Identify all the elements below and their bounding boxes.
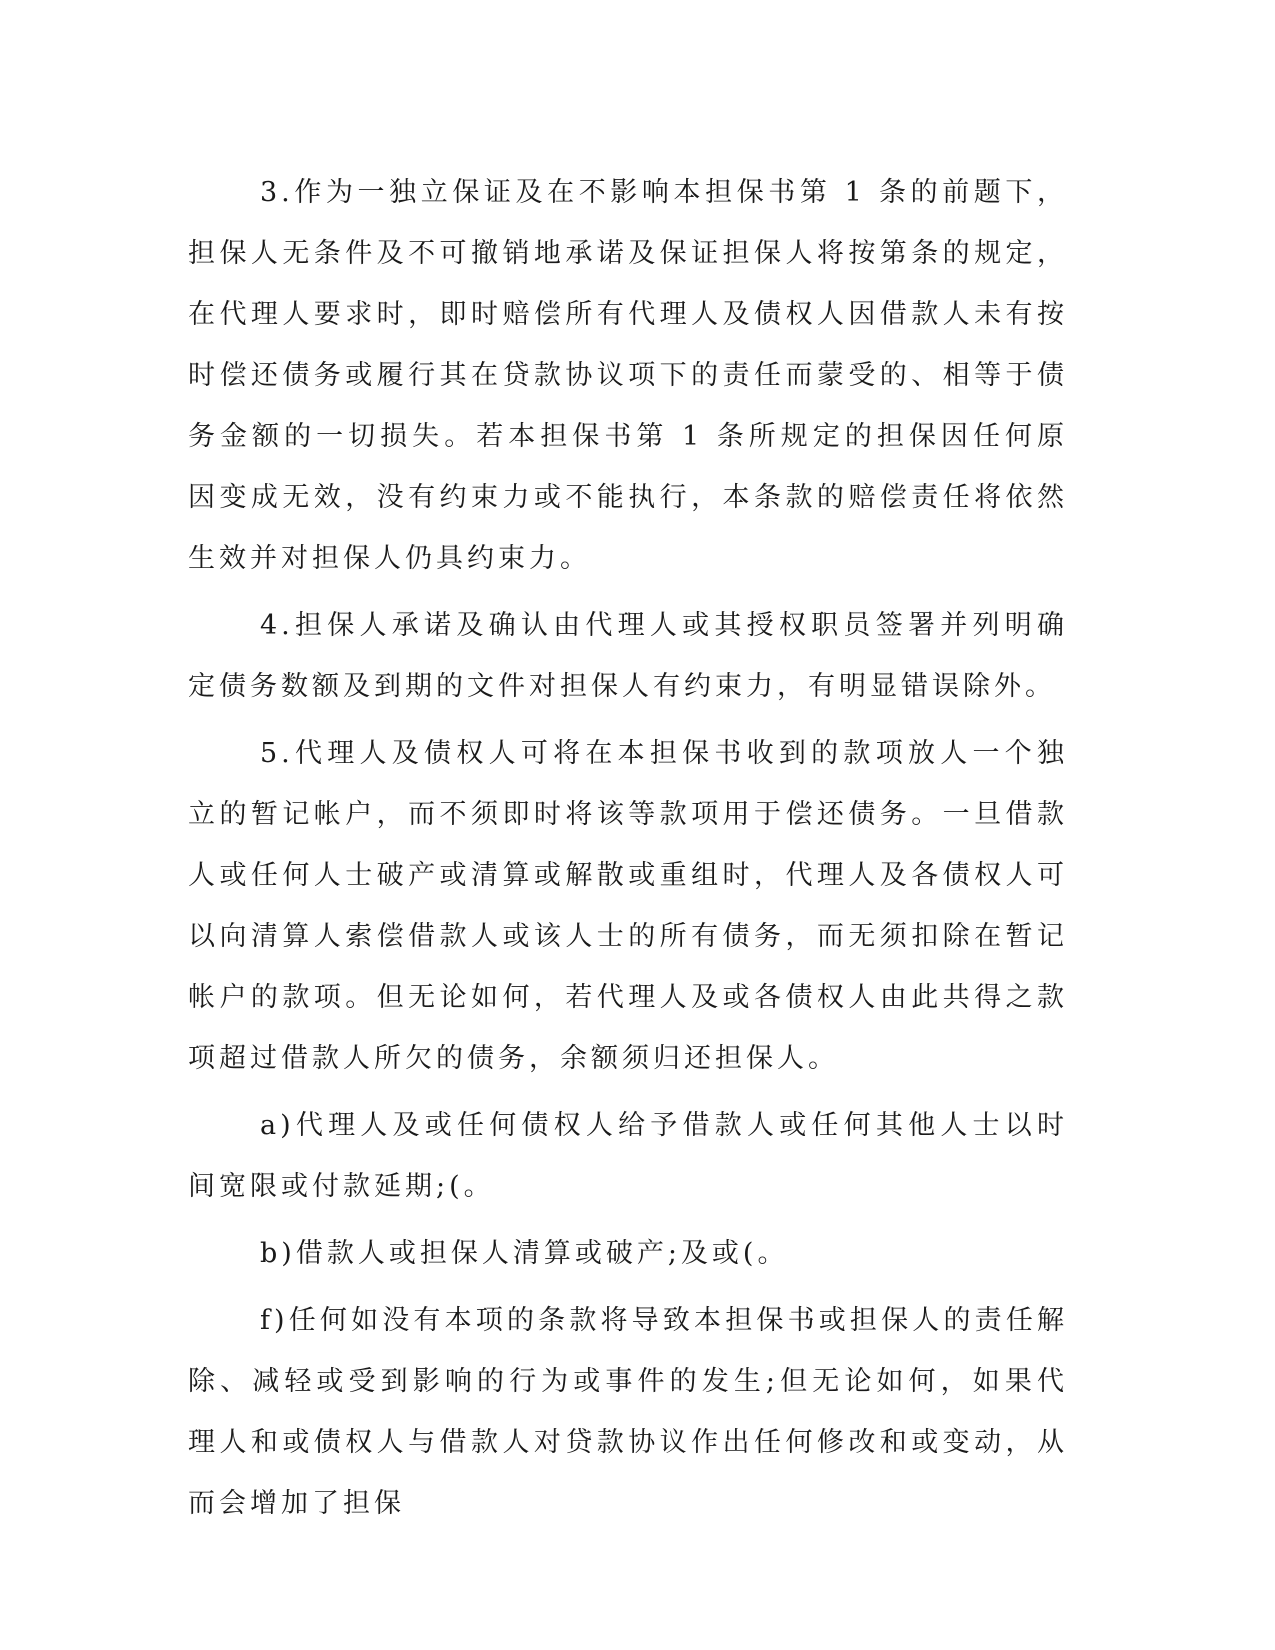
paragraph-clause-3: 3.作为一独立保证及在不影响本担保书第 1 条的前题下，担保人无条件及不可撤销地承诺及保证担保人将按第条的规定，在代理人要求时，即时赔偿所有代理人及债权人因借款人未有按时偿还债务或履行其在贷款协议项下的责任而蒙受的、相等于债务金额的一切损失。若本担保书第 1 条所规定的担保因任何原因变成无效，没有约束力或不能执行，本条款的赔偿责任将依然生效并对担保人仍具约束力。 xyxy=(188,177,1068,574)
paragraph-item-a: a)代理人及或任何债权人给予借款人或任何其他人士以时间宽限或付款延期;(。 xyxy=(188,1110,1068,1202)
paragraph-item-b: b)借款人或担保人清算或破产;及或(。 xyxy=(260,1238,789,1269)
document-body xyxy=(188,162,1068,1540)
paragraph-item-f: f)任何如没有本项的条款将导致本担保书或担保人的责任解除、减轻或受到影响的行为或事件的发生;但无论如何，如果代理人和或债权人与借款人对贷款协议作出任何修改和或变动，从而会增加了担保 xyxy=(188,1305,1068,1519)
paragraph-clause-4: 4.担保人承诺及确认由代理人或其授权职员签署并列明确定债务数额及到期的文件对担保人有约束力，有明显错误除外。 xyxy=(188,610,1068,702)
paragraph-clause-5: 5.代理人及债权人可将在本担保书收到的款项放人一个独立的暂记帐户，而不须即时将该等款项用于偿还债务。一旦借款人或任何人士破产或清算或解散或重组时，代理人及各债权人可以向清算人索偿借款人或该人士的所有债务，而无须扣除在暂记帐户的款项。但无论如何，若代理人及或各债权人由此共得之款项超过借款人所欠的债务，余额须归还担保人。 xyxy=(188,738,1068,1074)
